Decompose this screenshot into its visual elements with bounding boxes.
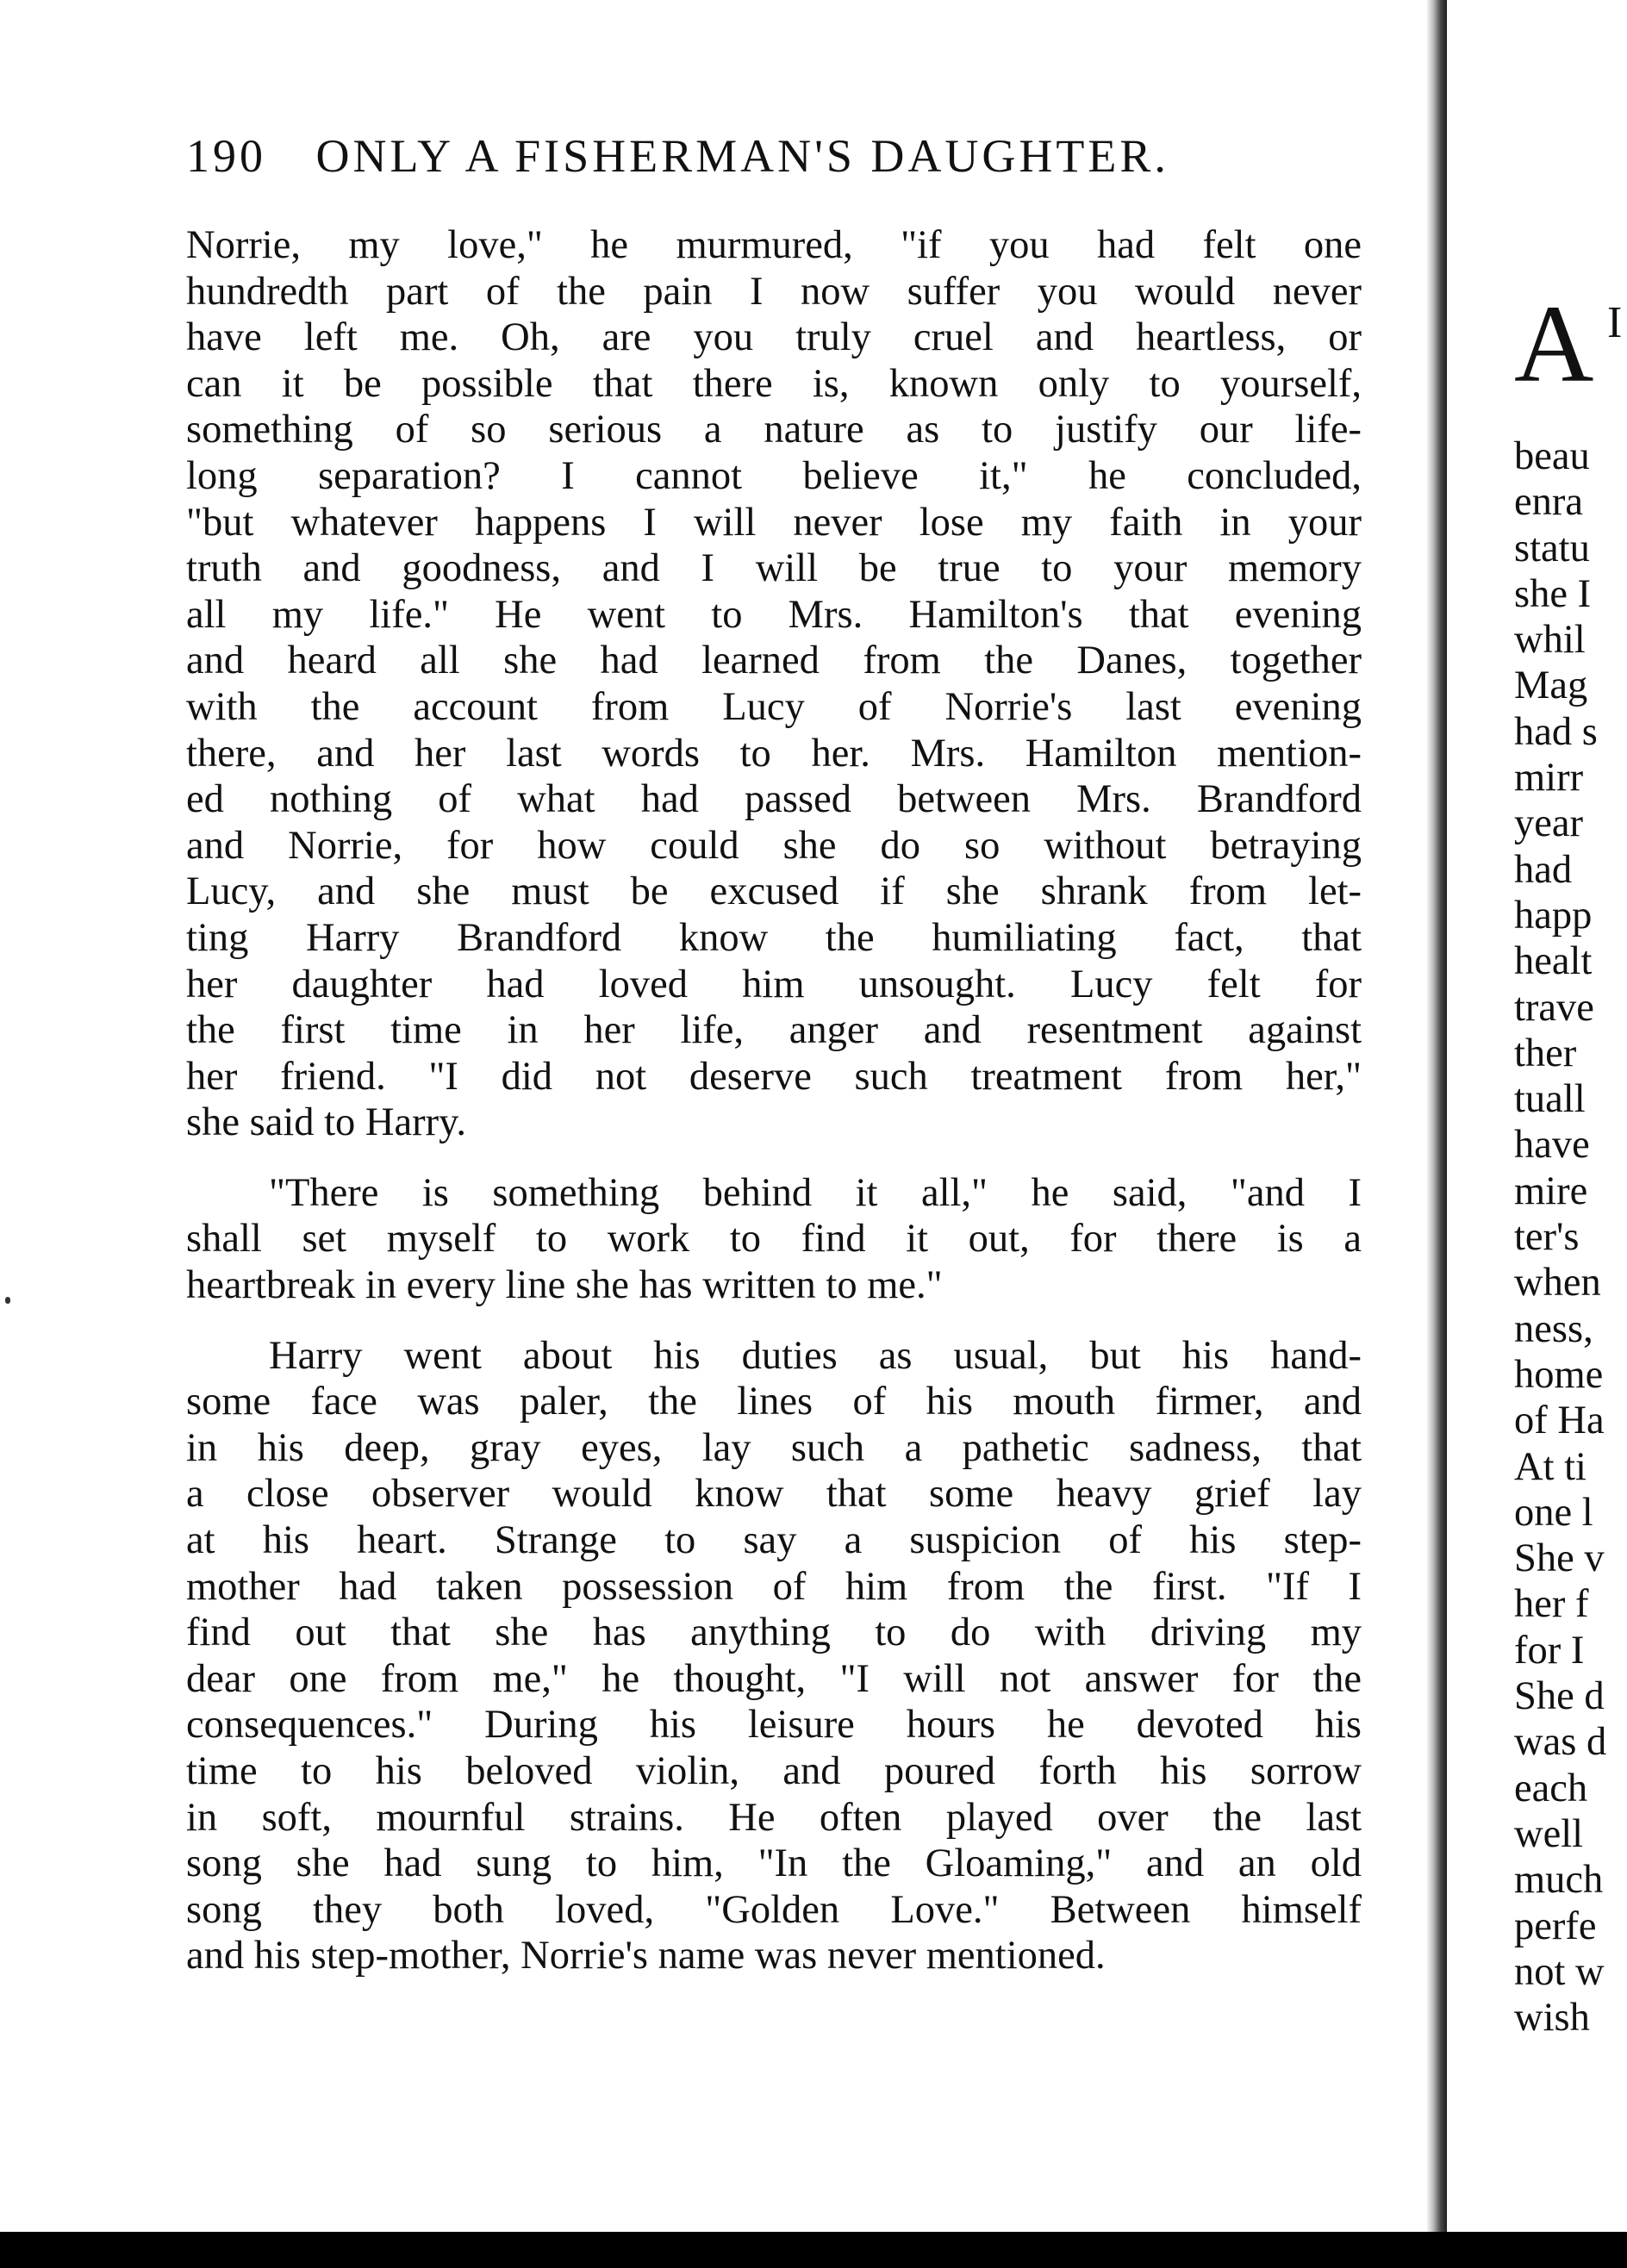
facing-line: much [1514,1858,1604,1903]
running-head-title: ONLY A FISHERMAN'S DAUGHTER. [315,130,1169,182]
text-line: something of so serious a nature as to justify our life- [186,408,1362,452]
facing-line: At ti [1514,1444,1586,1489]
text-line: mother had taken possession of him from the first. "If I [186,1564,1362,1609]
text-line: "There is something behind it all," he said, "and I [269,1170,1362,1215]
text-line: at his heart. Strange to say a suspicion of his step- [186,1518,1362,1563]
facing-line: She d [1514,1674,1605,1719]
text-line: Lucy, and she must be excused if she shrank from let- [186,869,1362,914]
text-line: with the account from Lucy of Norrie's last evening [186,684,1362,729]
text-line: in his deep, gray eyes, lay such a pathetic sadness, that [186,1425,1362,1470]
facing-page-drop-cap: A [1514,283,1594,405]
paragraph-1 [186,222,1362,1146]
text-line: all my life." He went to Mrs. Hamilton's that evening [186,592,1362,637]
text-line: shall set myself to work to find it out, for there is a [186,1217,1362,1262]
facing-line: beau [1514,434,1590,478]
text-line: some face was paler, the lines of his mouth firmer, and [186,1380,1362,1424]
text-line: Harry went about his duties as usual, but his hand- [269,1333,1362,1378]
text-line: she said to Harry. [186,1100,466,1145]
text-line: song they both loved, "Golden Love." Between himself [186,1887,1362,1932]
facing-line: Mag [1514,664,1588,708]
text-line: ed nothing of what had passed between Mrs. Brandford [186,777,1362,822]
facing-line: her f [1514,1582,1589,1627]
text-line: have left me. Oh, are you truly cruel and heartless, or [186,315,1362,360]
facing-line: of Ha [1514,1399,1605,1443]
text-line: time to his beloved violin, and poured forth his sorrow [186,1749,1362,1793]
text-line: hundredth part of the pain I now suffer you would never [186,269,1362,314]
text-line: find out that she has anything to do with driving my [186,1611,1362,1655]
facing-line: happ [1514,893,1593,938]
facing-line: enra [1514,480,1584,525]
text-line: truth and goodness, and I will be true to your memory [186,546,1362,591]
text-line: consequences." During his leisure hours he devoted his [186,1703,1362,1748]
facing-line: tuall [1514,1077,1586,1122]
text-line: heartbreak in every line she has written to me." [186,1263,943,1308]
text-line: ting Harry Brandford know the humiliating fact, that [186,915,1362,960]
text-line: Norrie, my love," he murmured, "if you had felt one [186,223,1362,267]
body-text [186,222,1362,1979]
text-line: her friend. "I did not deserve such treatment from her," [186,1054,1362,1099]
facing-line: had s [1514,709,1598,754]
scan-speck [5,1297,10,1304]
facing-line: have [1514,1123,1590,1168]
paragraph-3 [186,1333,1362,1979]
text-line: "but whatever happens I will never lose my faith in your [186,500,1362,545]
facing-line: mirr [1514,756,1584,801]
text-line: and Norrie, for how could she do so without betraying [186,823,1362,868]
text-line: a close observer would know that some heavy grief lay [186,1472,1362,1517]
text-line: and heard all she had learned from the Danes, together [186,639,1362,683]
facing-line: was d [1514,1720,1607,1765]
facing-line: each [1514,1766,1588,1810]
facing-line: mire [1514,1168,1588,1213]
text-line: long separation? I cannot believe it," he concluded, [186,453,1362,498]
facing-line: wish [1514,1996,1590,2041]
facing-line: had [1514,847,1573,892]
paragraph-2 [186,1170,1362,1309]
facing-line: whil [1514,618,1586,663]
facing-line: well [1514,1811,1584,1856]
facing-line: trave [1514,985,1594,1030]
facing-line: perfe [1514,1904,1597,1948]
facing-line: ter's [1514,1215,1580,1260]
text-line: dear one from me," he thought, "I will not answer for the [186,1656,1362,1701]
facing-line: healt [1514,939,1593,984]
facing-line: She v [1514,1536,1605,1581]
facing-line: year [1514,801,1584,846]
facing-line: statu [1514,526,1590,570]
facing-line: when [1514,1261,1601,1305]
facing-line: ness, [1514,1306,1593,1351]
text-line: and his step-mother, Norrie's name was never mentioned. [186,1934,1106,1978]
text-line: the first time in her life, anger and resentment against [186,1008,1362,1053]
page-number: 190 [186,130,266,182]
text-line: in soft, mournful strains. He often played over the last [186,1795,1362,1840]
facing-page-drop-cap-tail: I [1607,298,1623,347]
running-head [186,129,1169,183]
facing-line: for I [1514,1628,1585,1673]
text-line: her daughter had loved him unsought. Lucy felt for [186,962,1362,1006]
facing-line: one l [1514,1490,1593,1535]
text-line: can it be possible that there is, known only to yourself, [186,361,1362,406]
facing-page-text [1514,433,1627,2041]
text-line: song she had sung to him, "In the Gloaming," and an old [186,1841,1362,1886]
facing-line: home [1514,1352,1604,1397]
facing-line: not w [1514,1949,1605,1994]
text-line: there, and her last words to her. Mrs. Hamilton mention- [186,731,1362,776]
facing-line: ther [1514,1031,1577,1075]
facing-line: she I [1514,571,1592,616]
page-edge-shadow [1426,0,1447,2232]
scan-bottom-border [0,2232,1627,2268]
